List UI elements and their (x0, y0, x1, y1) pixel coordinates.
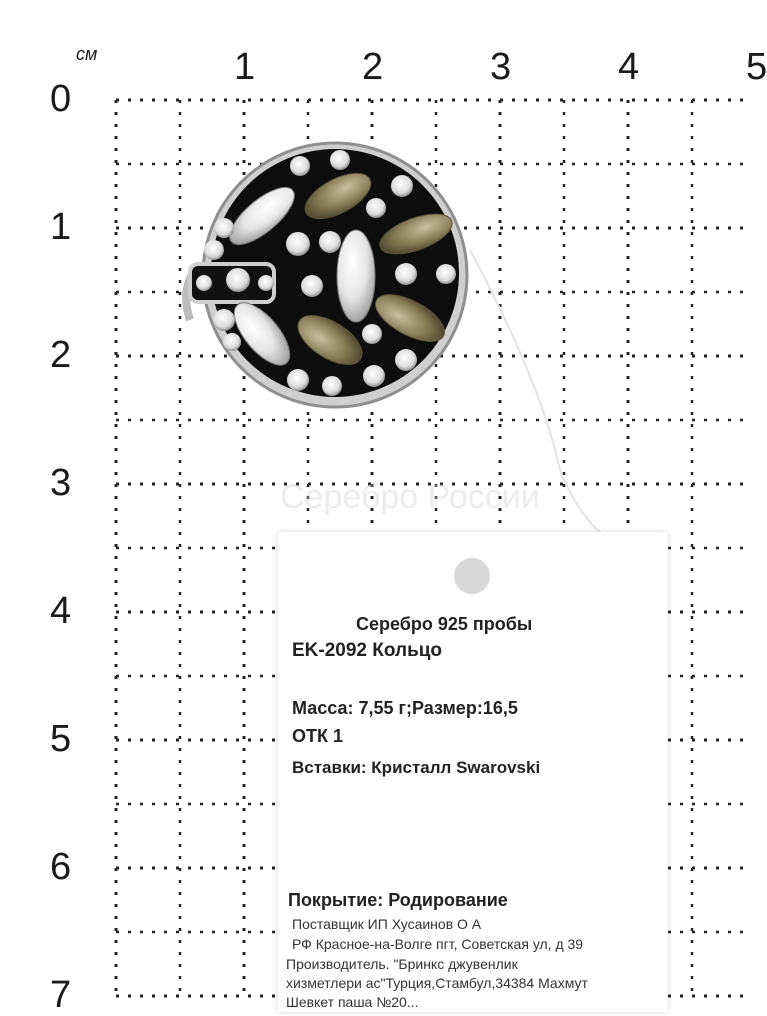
ruler-number-left: 2 (50, 334, 72, 376)
tag-supplier-line: хизметлери ас"Турция,Стамбул,34384 Махмут (286, 975, 588, 991)
ruler-number-top: 2 (362, 46, 384, 88)
tag-supplier-line: Производитель. "Бринкс джувенлик (286, 956, 518, 972)
tag-hole (454, 558, 490, 594)
tag-material: Серебро 925 пробы (356, 614, 533, 634)
unit-label: см (76, 44, 98, 64)
ruler-number-top: 3 (490, 46, 512, 88)
ruler-number-left: 7 (50, 974, 72, 1016)
tag-mass-size: Масса: 7,55 г;Размер:16,5 (292, 698, 518, 718)
tag-supplier-line: РФ Красное-на-Волге пгт, Советская ул, д 39 (292, 936, 584, 952)
ruler-number-left: 1 (50, 206, 72, 248)
tag-otk: ОТК 1 (292, 726, 343, 746)
marquise-crystal (337, 230, 375, 322)
ruler-number-top: 5 (746, 46, 767, 88)
tag-supplier-line: Шевкет паша №20... (286, 994, 419, 1010)
ruler-number-top: 4 (618, 46, 640, 88)
ruler-number-left: 4 (50, 590, 72, 632)
tag-supplier-line: Поставщик ИП Хусаинов О А (292, 916, 482, 932)
tag-article: EK-2092 Кольцо (292, 640, 443, 661)
ruler-number-left: 3 (50, 462, 72, 504)
ruler-number-left: 0 (50, 78, 72, 120)
ruler-number-left: 6 (50, 846, 72, 888)
price-tag (278, 532, 668, 1012)
tag-coating: Покрытие: Родирование (288, 890, 508, 910)
tag-inserts: Вставки: Кристалл Swarovski (292, 758, 541, 777)
ruler-number-left: 5 (50, 718, 72, 760)
watermark: Серебро России (280, 478, 540, 516)
ruler-number-top: 1 (234, 46, 256, 88)
